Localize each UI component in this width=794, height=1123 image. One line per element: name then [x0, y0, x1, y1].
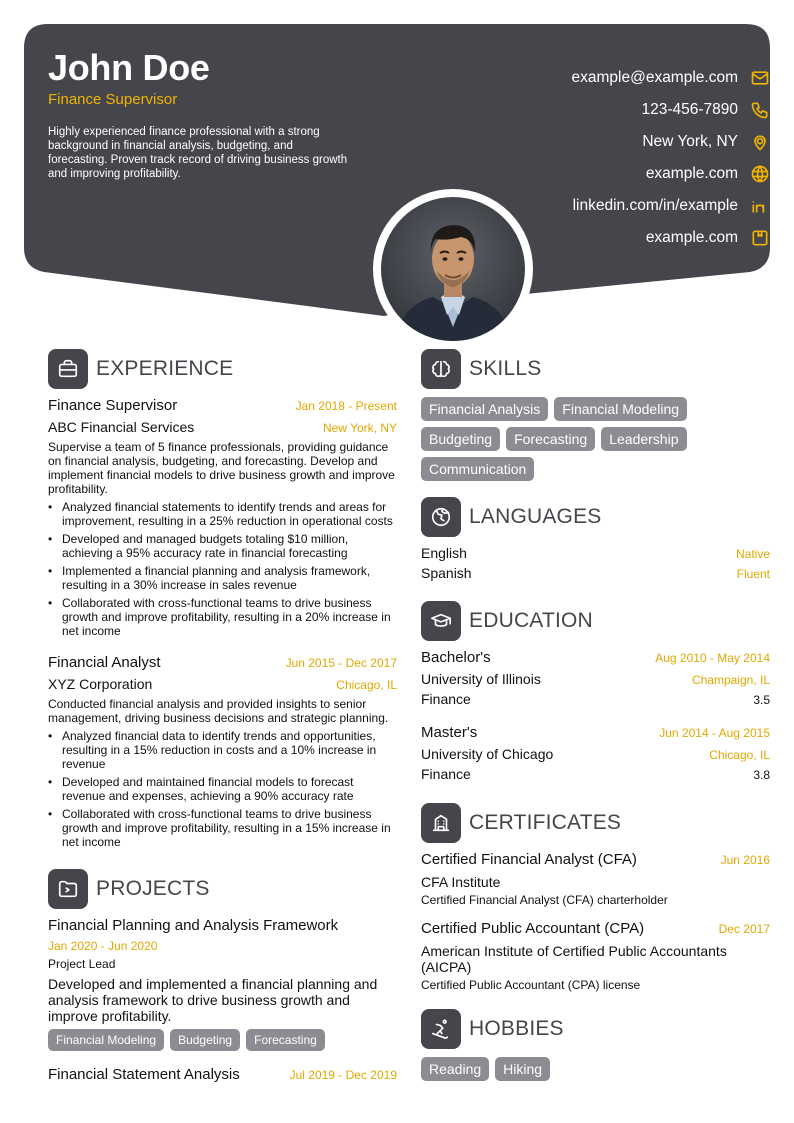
job-1-bullets — [48, 500, 397, 642]
contact-location-text: New York, NY — [642, 133, 738, 150]
education-1-field: Finance — [421, 691, 471, 707]
skill-tag: Leadership — [601, 427, 686, 451]
project-1-title: Financial Planning and Analysis Framework — [48, 917, 339, 934]
education-2-dates: Jun 2014 - Aug 2015 — [659, 726, 770, 740]
language-level: Native — [735, 547, 770, 561]
education-heading: EDUCATION — [469, 609, 593, 632]
project-1-description: Developed and implemented a financial planning and analysis framework to drive business growth and improve profitability. — [48, 976, 378, 1024]
job-1-bullet: • Analyzed financial statements to identify trends and areas for improvement, resulting in a 25% reduction in operational costs — [48, 500, 397, 528]
phone-icon — [750, 100, 770, 120]
project-1-tags — [48, 1029, 397, 1051]
contact-phone[interactable] — [410, 94, 770, 126]
job-2-bullet: • Collaborated with cross-functional teams to drive business growth and improve profitability, resulting in a 15% increase in net income — [48, 807, 397, 849]
language-name: English — [421, 545, 467, 561]
education-1-field-row — [421, 691, 770, 707]
job-1-title: Finance Supervisor — [48, 397, 178, 414]
skills-heading: SKILLS — [469, 357, 542, 380]
profile-summary: Highly experienced finance professional with a strong background in financial analysis, budgeting, and forecasting. Proven track record of driving business growth and improving profitability. — [48, 126, 348, 180]
languages-section-header — [421, 497, 602, 537]
brain-icon — [421, 349, 461, 389]
contact-website-text[interactable]: example.com — [645, 165, 738, 182]
job-2-title: Financial Analyst — [48, 654, 161, 671]
hobbies-section-header — [421, 1009, 564, 1049]
certificate-1-description: Certified Financial Analyst (CFA) charterholder — [421, 893, 668, 907]
education-2-field: Finance — [421, 766, 471, 782]
project-1-title-row — [48, 917, 397, 934]
profile-photo — [381, 197, 525, 341]
project-1-dates: Jan 2020 - Jun 2020 — [48, 939, 158, 953]
certificate-2-date: Dec 2017 — [718, 922, 770, 936]
certificate-1-issuer: CFA Institute — [421, 874, 501, 890]
education-1-gpa: 3.5 — [753, 693, 770, 707]
project-2-dates: Jul 2019 - Dec 2019 — [289, 1068, 397, 1082]
education-2-location: Chicago, IL — [709, 748, 770, 762]
contact-email-text[interactable]: example@example.com — [571, 69, 738, 86]
job-2-bullets — [48, 729, 397, 853]
experience-heading: EXPERIENCE — [96, 357, 234, 380]
job-1-company-row — [48, 419, 397, 435]
candidate-title: Finance Supervisor — [48, 91, 178, 108]
project-tag: Forecasting — [246, 1029, 325, 1051]
education-2-degree-row — [421, 724, 770, 741]
bookmark-icon — [750, 228, 770, 248]
folder-icon — [48, 869, 88, 909]
skiing-icon — [421, 1009, 461, 1049]
education-section-header — [421, 601, 593, 641]
project-1-role: Project Lead — [48, 957, 116, 971]
job-1-dates: Jan 2018 - Present — [295, 399, 397, 413]
experience-section-header — [48, 349, 233, 389]
skill-tag: Forecasting — [506, 427, 595, 451]
education-2-degree: Master's — [421, 724, 478, 741]
education-1-degree: Bachelor's — [421, 649, 491, 666]
certificate-1-name: Certified Financial Analyst (CFA) — [421, 851, 637, 868]
graduation-cap-icon — [421, 601, 461, 641]
mail-icon — [750, 68, 770, 88]
job-1-title-row — [48, 397, 397, 414]
contact-website[interactable] — [410, 158, 770, 190]
linkedin-icon — [750, 196, 770, 216]
certificate-2-row — [421, 920, 770, 937]
language-row — [421, 565, 770, 581]
contact-email[interactable] — [410, 62, 770, 94]
projects-section-header — [48, 869, 210, 909]
certificate-2-description: Certified Public Accountant (CPA) license — [421, 978, 641, 992]
skill-tag: Financial Analysis — [421, 397, 548, 421]
job-2-company: XYZ Corporation — [48, 676, 153, 692]
certificate-1-row — [421, 851, 770, 868]
skills-tags — [421, 397, 770, 481]
language-globe-icon — [421, 497, 461, 537]
globe-icon — [750, 164, 770, 184]
education-2-school-row — [421, 746, 770, 762]
education-1-dates: Aug 2010 - May 2014 — [655, 651, 770, 665]
job-2-location: Chicago, IL — [336, 678, 397, 692]
language-name: Spanish — [421, 565, 472, 581]
skill-tag: Financial Modeling — [554, 397, 687, 421]
skill-tag: Communication — [421, 457, 534, 481]
certificate-1-date: Jun 2016 — [720, 853, 770, 867]
job-1-bullet: • Implemented a financial planning and analysis framework, resulting in a 30% increase in sales revenue — [48, 564, 397, 592]
job-1-bullet: • Developed and managed budgets totaling $10 million, achieving a 95% accuracy rate in financial forecasting — [48, 532, 397, 560]
job-2-description: Conducted financial analysis and provided insights to senior management, driving business decisions and strategic planning. — [48, 697, 389, 725]
institution-icon — [421, 803, 461, 843]
job-2-dates: Jun 2015 - Dec 2017 — [285, 656, 397, 670]
briefcase-icon — [48, 349, 88, 389]
project-2-title-row — [48, 1066, 397, 1083]
job-2-bullet: • Analyzed financial data to identify trends and opportunities, resulting in a 15% reduction in costs and a 10% increase in revenue — [48, 729, 397, 771]
contact-portfolio-text[interactable]: example.com — [645, 229, 738, 246]
education-2-gpa: 3.8 — [753, 768, 770, 782]
language-level: Fluent — [736, 567, 770, 581]
skills-section-header — [421, 349, 541, 389]
projects-heading: PROJECTS — [96, 877, 210, 900]
job-1-location: New York, NY — [322, 421, 397, 435]
education-2-school: University of Chicago — [421, 746, 554, 762]
certificate-2-name: Certified Public Accountant (CPA) — [421, 920, 645, 937]
job-1-description: Supervise a team of 5 finance professionals, providing guidance on financial analysis, budgeting, and forecasting. Develop and implement financial models to drive business growth and improve profitability. — [48, 440, 395, 496]
education-1-degree-row — [421, 649, 770, 666]
job-2-bullet: • Developed and maintained financial models to forecast revenue and expenses, achieving a 90% accuracy rate — [48, 775, 397, 803]
certificate-2-issuer: American Institute of Certified Public Accountants (AICPA) — [421, 943, 727, 975]
job-1-bullet: • Collaborated with cross-functional teams to drive business growth and improve profitability, resulting in a 20% increase in net income — [48, 596, 397, 638]
location-pin-icon — [750, 132, 770, 152]
languages-heading: LANGUAGES — [469, 505, 602, 528]
contact-location — [410, 126, 770, 158]
hobbies-tags — [421, 1057, 770, 1081]
certificates-section-header — [421, 803, 621, 843]
certificates-heading: CERTIFICATES — [469, 811, 622, 834]
hobby-tag: Hiking — [495, 1057, 550, 1081]
language-row — [421, 545, 770, 561]
job-2-company-row — [48, 676, 397, 692]
education-1-school: University of Illinois — [421, 671, 541, 687]
project-2-title: Financial Statement Analysis — [48, 1066, 240, 1083]
hobby-tag: Reading — [421, 1057, 489, 1081]
job-2-title-row — [48, 654, 397, 671]
project-tag: Financial Modeling — [48, 1029, 164, 1051]
hobbies-heading: HOBBIES — [469, 1017, 564, 1040]
job-1-company: ABC Financial Services — [48, 419, 195, 435]
contact-phone-text[interactable]: 123-456-7890 — [641, 101, 738, 118]
candidate-name: John Doe — [48, 47, 210, 88]
skill-tag: Budgeting — [421, 427, 500, 451]
education-2-field-row — [421, 766, 770, 782]
education-1-location: Champaign, IL — [691, 673, 770, 687]
project-tag: Budgeting — [170, 1029, 240, 1051]
contact-linkedin-text[interactable]: linkedin.com/in/example — [572, 197, 738, 214]
education-1-school-row — [421, 671, 770, 687]
